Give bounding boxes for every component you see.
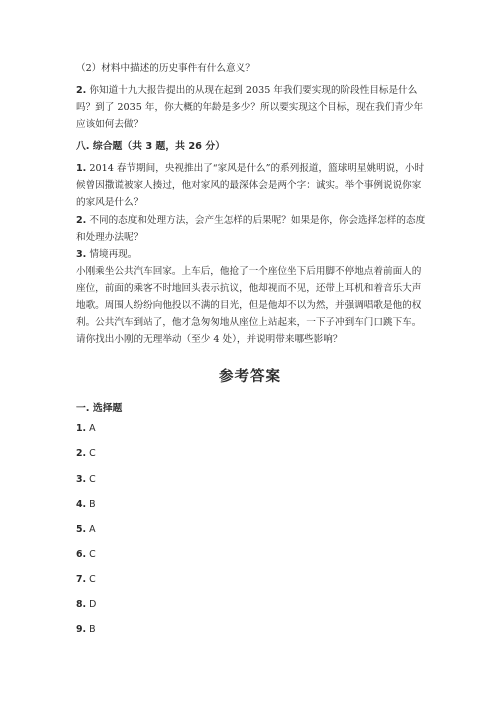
answer-item: 2. C xyxy=(76,448,96,459)
answer-item: 6. C xyxy=(76,549,96,560)
question-text: （2）材料中描述的历史事件有什么意义？ xyxy=(76,63,255,74)
answer-section-heading: 一. 选择题 xyxy=(76,403,123,414)
question-number: 2. xyxy=(76,215,87,226)
answer-item: 7. C xyxy=(76,574,96,585)
section8-question-1 xyxy=(76,160,428,211)
passage-text: 小刚乘坐公共汽车回家。上车后，他抢了一个座位坐下后用脚不停地点着前面人的座位，前面的乘客不时地回头表示抗议，他却视而不见，还带上耳机和着音乐大声地歌。周围人纷纷向他投以不满的目光，但是他却不以为然，并强调唱歌是他的权利。公共汽车到站了，他才急匆匆地从座位上站起来，一下子冲到车门口跳下车。请你找出小刚的无理举动（至少 4 处），并说明带来哪些影响？ xyxy=(76,266,422,345)
answer-key-title: 参考答案 xyxy=(219,369,281,385)
question-number: 1. xyxy=(76,163,87,174)
question-text: 不同的态度和处理方法，会产生怎样的后果呢？如果是你，你会选择怎样的态度和处理办法呢？ xyxy=(76,215,426,243)
answer-item: 9. B xyxy=(76,624,96,635)
answer-item: 4. B xyxy=(76,499,96,510)
question-text: 2014 春节期间，央视推出了“家风是什么”的系列报道，篮球明星姚明说，小时候曾因撒谎被家人揍过，他对家风的最深体会是两个字：诚实。举个事例说说你家的家风是什么？ xyxy=(76,163,425,208)
question-number: 2. xyxy=(76,85,87,96)
section8-question-2 xyxy=(76,212,428,246)
question-text: 情境再现。 xyxy=(86,249,138,260)
answer-item: 1. A xyxy=(76,423,96,434)
section-heading: 八. 综合题（共 3 题，共 26 分） xyxy=(76,141,225,152)
answer-item: 8. D xyxy=(76,599,97,610)
question-2-subpart xyxy=(76,60,428,77)
answer-item: 5. A xyxy=(76,524,96,535)
question-text: 你知道十九大报告提出的从现在起到 2035 年我们要实现的阶段性目标是什么吗？到了 2035 年，你大概的年龄是多少？所以要实现这个目标，现在我们青少年应该如何去做？ xyxy=(76,85,424,130)
question-number: 3. xyxy=(76,249,87,260)
question-2 xyxy=(76,82,428,133)
section8-question-3 xyxy=(76,246,428,263)
scenario-passage xyxy=(76,263,428,348)
answer-item: 3. C xyxy=(76,474,96,485)
